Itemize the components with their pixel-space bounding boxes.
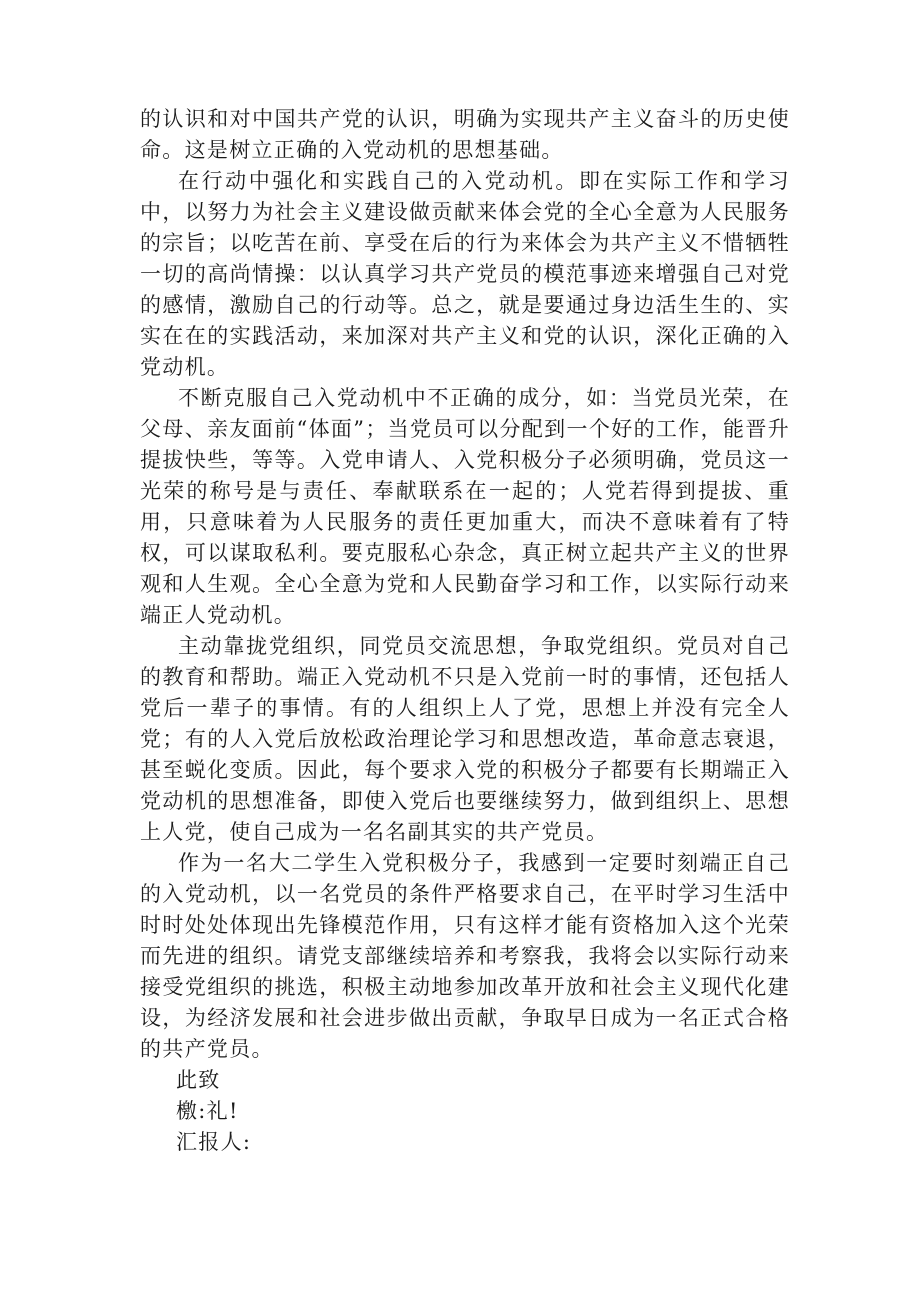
document-page <box>140 104 790 1158</box>
paragraph-1: 的认识和对中国共产党的认识，明确为实现共产主义奋斗的历史使命。这是树立正确的入党动机的思想基础。 <box>140 107 790 162</box>
paragraph-4: 主动靠拢党组织，同党员交流思想，争取党组织。党员对自己的教育和帮助。端正入党动机不只是入党前一时的事情，还包括人党后一辈子的事情。有的人组织上人了党，思想上并没有完全人党；有的人入党后放松政治理论学习和思想改造，革命意志衰退，甚至蜕化变质。因此，每个要求入党的积极分子都要有长期端正入党动机的思想准备，即使入党后也要继续努力，做到组织上、思想上人党，使自己成为一名名副其实的共产党员。 <box>140 634 790 844</box>
closing-respects: 檄:礼! <box>176 1099 239 1123</box>
closing-salutation: 此致 <box>176 1068 221 1092</box>
paragraph-5: 作为一名大二学生入党积极分子，我感到一定要时刻端正自己的入党动机，以一名党员的条件严格要求自己，在平时学习生活中时时处处体现出先锋模范作用，只有这样才能有资格加入这个光荣而先进的组织。请党支部继续培养和考察我，我将会以实际行动来接受党组织的挑选，积极主动地参加改革开放和社会主义现代化建设，为经济发展和社会进步做出贡献，争取早日成为一名正式合格的共产党员。 <box>140 851 790 1061</box>
paragraph-3: 不断克服自己入党动机中不正确的成分，如：当党员光荣，在父母、亲友面前“体面”；当党员可以分配到一个好的工作，能晋升提拔快些，等等。入党申请人、入党积极分子必须明确，党员这一光荣的称号是与责任、奉献联系在一起的；人党若得到提拔、重用，只意味着为人民服务的责任更加重大，而决不意味着有了特权，可以谋取私利。要克服私心杂念，真正树立起共产主义的世界观和人生观。全心全意为党和人民勤奋学习和工作，以实际行动来端正人党动机。 <box>140 386 790 627</box>
reporter-signature-label: 汇报人: <box>176 1130 252 1154</box>
paragraph-2: 在行动中强化和实践自己的入党动机。即在实际工作和学习中，以努力为社会主义建设做贡献来体会党的全心全意为人民服务的宗旨；以吃苦在前、享受在后的行为来体会为共产主义不惜牺牲一切的高尚情操：以认真学习共产党员的模范事迹来增强自己对党的感情，激励自己的行动等。总之，就是要通过身边活生生的、实实在在的实践活动，来加深对共产主义和党的认识，深化正确的入党动机。 <box>140 169 790 379</box>
